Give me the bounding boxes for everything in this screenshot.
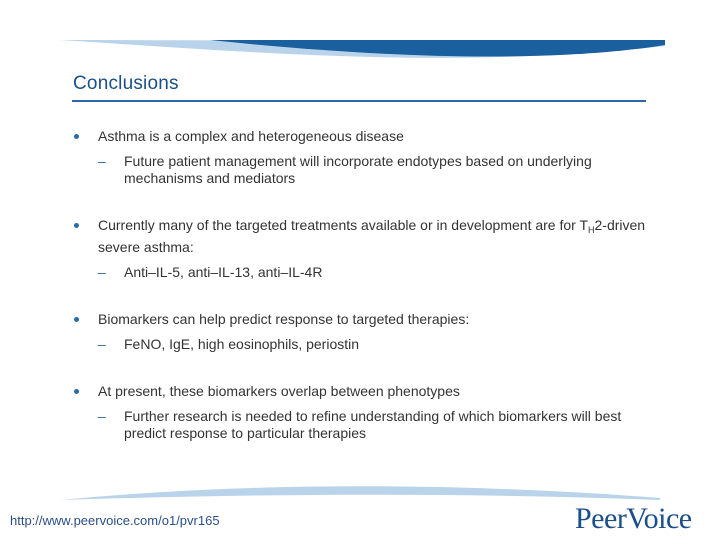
sub-bullet-text: FeNO, IgE, high eosinophils, periostin (124, 336, 360, 352)
dash-icon: – (98, 336, 106, 352)
dash-icon: – (98, 153, 106, 169)
bullet-text-part: 2-driven severe asthma: (98, 217, 646, 255)
sub-bullet-item (98, 264, 652, 281)
subscript-text: H (588, 225, 595, 235)
bullet-item (72, 311, 652, 353)
bullet-text: At present, these biomarkers overlap between phenotypes (98, 383, 460, 399)
slide-title: Conclusions (73, 73, 179, 94)
sub-bullet-text: Future patient management will incorporate endotypes based on underlying mechanisms and mediators (124, 153, 592, 186)
sub-bullet-text: Further research is needed to refine understanding of which biomarkers will best predict response to particular therapies (124, 408, 622, 441)
sub-bullet-item (98, 408, 652, 442)
top-wave-decoration (0, 0, 720, 70)
bullet-icon (74, 134, 79, 139)
footer-url-link[interactable]: http://www.peervoice.com/o1/pvr165 (10, 513, 220, 528)
bullet-text: Biomarkers can help predict response to targeted therapies: (98, 311, 470, 327)
peervoice-logo: PeerVoice (575, 502, 692, 535)
sub-bullet-text: Anti–IL-5, anti–IL-13, anti–IL-4R (124, 264, 323, 280)
bullet-icon (74, 317, 79, 322)
bullet-text-part: Currently many of the targeted treatments available or in development are for T (98, 217, 588, 233)
bullet-list (72, 128, 652, 472)
bullet-text: Asthma is a complex and heterogeneous disease (98, 128, 404, 144)
bullet-item (72, 217, 652, 281)
bullet-text (98, 217, 652, 256)
sub-bullet-item (98, 336, 652, 353)
bullet-icon (74, 223, 79, 228)
sub-bullet-item (98, 153, 652, 187)
dash-icon: – (98, 408, 106, 424)
bullet-icon (74, 389, 79, 394)
bullet-item (72, 128, 652, 187)
dash-icon: – (98, 264, 106, 280)
bullet-item (72, 383, 652, 442)
title-divider (72, 100, 646, 102)
